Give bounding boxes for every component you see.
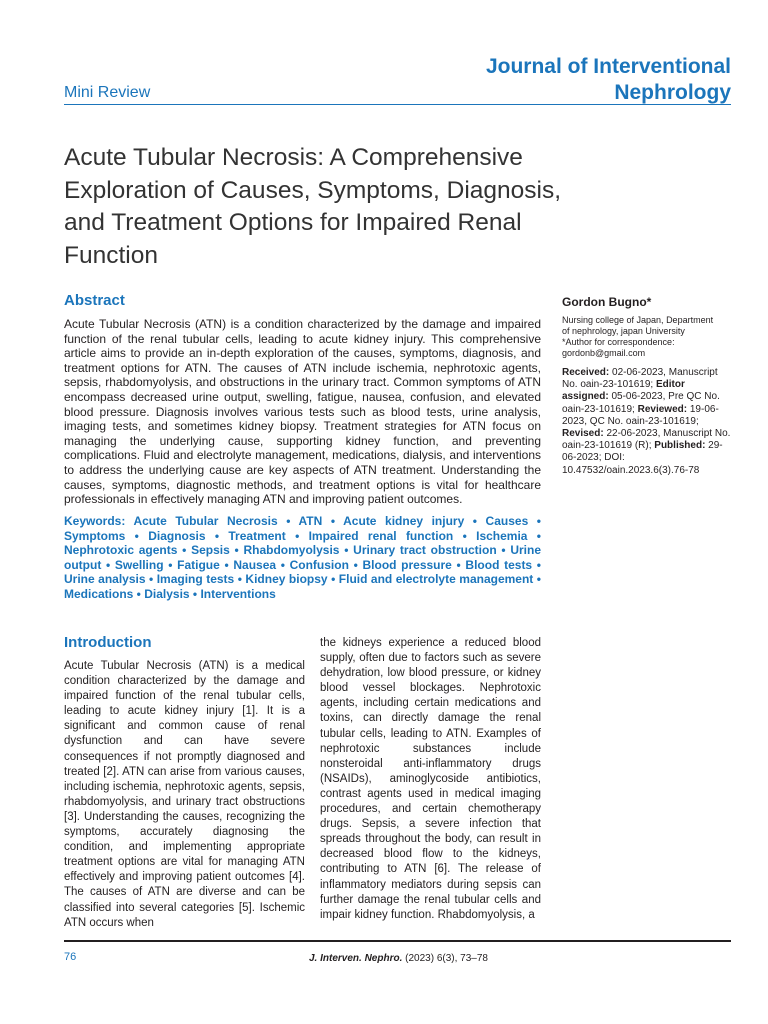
date-label-revised: Revised: [562, 428, 604, 440]
date-text-reviewed: 19-06-2023, QC No. oain-23-101619; [562, 403, 719, 427]
date-label-published: Published: [654, 440, 706, 452]
abstract-text: Acute Tubular Necrosis (ATN) is a condition characterized by the damage and impaired function of the renal tubular cells, leading to acute kidney injury. This comprehensive article aims to provide an in-depth exploration of the causes, symptoms, diagnosis, and treatment options for ATN. The causes of ATN include ischemia, nephrotoxic agents, sepsis, rhabdomyolysis, and obstructions in the urinary tract. Common symptoms of ATN encompass decreased urine output, swelling, fatigue, nausea, confusion, and elevated blood pressure. Diagnosis involves various tests such as blood tests, urine analysis, imaging tests, and sometimes kidney biopsy. Treatment strategies for ATN focus on managing the underlying cause, supporting kidney function, and preventing complications. Fluid and electrolyte management, medications, dialysis, and interventions to address the underlying cause are key aspects of ATN treatment. Understanding the causes, symptoms, diagnostic methods, and treatment options is vital for healthcare professionals in effectively managing ATN and improving patient outcomes. [64, 317, 541, 507]
date-text-editor: 05-06-2023, Pre QC No. oain-23-101619; [562, 391, 720, 415]
journal-abbreviation: J. Interven. Nephro. [309, 953, 403, 964]
article-dates [562, 367, 734, 477]
affiliation-text: Nursing college of Japan, Department of nephrology, japan University [562, 315, 714, 336]
page-number: 76 [64, 951, 77, 963]
journal-name-line1: Journal of Interventional [485, 55, 731, 78]
correspondence-label: *Author for correspondence: [562, 337, 675, 347]
body-column-left: Acute Tubular Necrosis (ATN) is a medical condition characterized by the damage and impaired function of the renal tubular cells, leading to acute kidney injury [1]. It is a significant and common cause of renal dysfunction and can have severe consequences if not promptly diagnosed and treated [2]. ATN can arise from various causes, including ischemia, nephrotoxic agents, sepsis, rhabdomyolysis, and urinary tract obstructions [3]. Understanding the causes, recognizing the symptoms, accurately diagnosing the condition, and implementing appropriate treatment options are vital for managing ATN effectively and improving patient outcomes [4]. The causes of ATN are diverse and can be classified into several categories [5]. Ischemic ATN occurs when [64, 660, 305, 929]
author-name: Gordon Bugno* [562, 295, 652, 309]
author-affiliation [562, 315, 722, 359]
date-text-revised: 22-06-2023, Manuscript No. oain-23-101619 (R); [562, 428, 731, 452]
article-type: Mini Review [64, 84, 151, 101]
journal-name-line2: Nephrology [614, 81, 731, 104]
date-text-published: 29-06-2023; DOI: 10.47532/oain.2023.6(3).76-78 [562, 440, 723, 476]
date-text-received: 02-06-2023, Manuscript No. oain-23-101619; [562, 367, 718, 391]
footer-divider [64, 940, 731, 942]
correspondence-email[interactable]: gordonb@gmail.com [562, 348, 646, 358]
header-divider [64, 104, 731, 105]
introduction-heading: Introduction [64, 634, 152, 651]
journal-name [486, 54, 731, 106]
footer-citation [309, 953, 488, 964]
keywords: Keywords: Acute Tubular Necrosis • ATN • Acute kidney injury • Causes • Symptoms • Diagnosis • Treatment • Impaired renal function • Ischemia • Nephrotoxic agents • Sepsis • Rhabdomyolysis • Urinary tract obstruction • Urine output • Swelling • Fatigue • Nausea • Confusion • Blood pressure • Blood tests • Urine analysis • Imaging tests • Kidney biopsy • Fluid and electrolyte management • Medications • Dialysis • Interventions [64, 514, 541, 601]
citation-details: (2023) 6(3), 73–78 [402, 953, 488, 964]
article-title: Acute Tubular Necrosis: A Comprehensive Exploration of Causes, Symptoms, Diagnosis, and Treatment Options for Impaired Renal Function [64, 144, 562, 269]
abstract-heading: Abstract [64, 292, 125, 309]
date-label-editor: Editor assigned: [562, 379, 685, 403]
body-column-right: the kidneys experience a reduced blood supply, often due to factors such as severe dehydration, low blood pressure, or kidney blood vessel blockages. Nephrotoxic agents, including certain medications and toxins, can directly damage the renal tubular cells, leading to ATN. Examples of nephrotoxic substances include nonsteroidal anti-inflammatory drugs (NSAIDs), aminoglycoside antibiotics, contrast agents used in medical imaging procedures, and certain chemotherapy drugs. Sepsis, a severe infection that spreads throughout the body, can result in decreased blood flow to the kidneys, contributing to ATN [6]. The release of inflammatory mediators during sepsis can further damage the renal tubular cells and impair kidney function. Rhabdomyolysis, a [320, 637, 541, 921]
date-label-received: Received: [562, 367, 610, 378]
date-label-reviewed: Reviewed: [637, 403, 688, 415]
